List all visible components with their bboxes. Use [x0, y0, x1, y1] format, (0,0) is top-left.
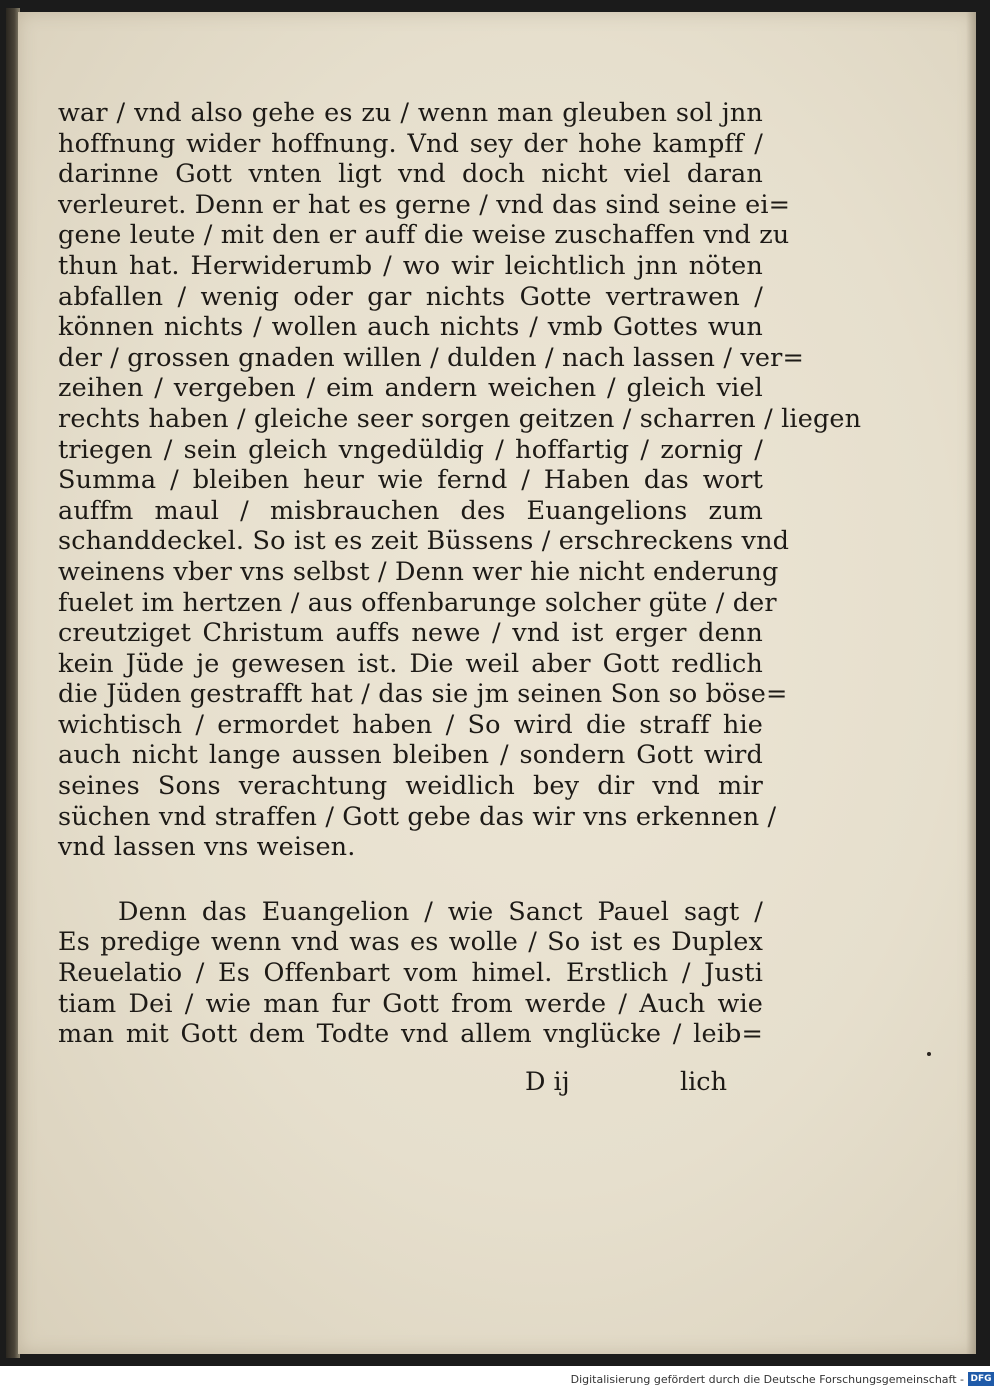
text-line: der / grossen gnaden willen / dulden / nach lassen / ver= — [58, 342, 804, 373]
page-foot — [58, 1067, 763, 1101]
text-line: Es predige wenn vnd was es wolle / So ist es Duplex — [58, 927, 763, 958]
text-line: weinens vber vns selbst / Denn wer hie nicht enderung — [58, 556, 779, 587]
paragraph-1 — [58, 98, 862, 863]
text-line: triegen / sein gleich vngedüldig / hoffartig / zornig / — [58, 434, 763, 465]
text-line: thun hat. Herwiderumb / wo wir leichtlich jnn nöten — [58, 250, 763, 281]
text-line: man mit Gott dem Todte vnd allem vnglücke / leib= — [58, 1019, 763, 1050]
text-line: Reuelatio / Es Offenbart vom himel. Erstlich / Justi — [58, 958, 763, 989]
digitization-footer — [0, 1366, 1000, 1393]
funding-credit: Digitalisierung gefördert durch die Deutsche Forschungsgemeinschaft - — [570, 1373, 964, 1386]
text-line: süchen vnd straffen / Gott gebe das wir vns erkennen / — [58, 801, 777, 832]
text-line: Summa / bleiben heur wie fernd / Haben das wort — [58, 465, 763, 496]
text-line: auch nicht lange aussen bleiben / sondern Gott wird — [58, 740, 763, 771]
text-line: vnd lassen vns weisen. — [58, 832, 356, 863]
text-line: creutziget Christum auffs newe / vnd ist erger denn — [58, 618, 763, 649]
text-line: Denn das Euangelion / wie Sanct Pauel sagt / — [118, 896, 763, 927]
paragraph-gap — [58, 863, 763, 897]
text-line: war / vnd also gehe es zu / wenn man gleuben sol jnn — [58, 98, 763, 128]
signature-mark: D ij — [525, 1067, 570, 1097]
page-text — [58, 98, 862, 1050]
text-line: können nichts / wollen auch nichts / vmb Gottes wun — [58, 312, 763, 343]
text-line: auffm maul / misbrauchen des Euangelions zum — [58, 495, 763, 526]
page-edge — [966, 12, 976, 1354]
text-line: gene leute / mit den er auff die weise zuschaffen vnd zu — [58, 220, 790, 251]
text-line: schanddeckel. So ist es zeit Büssens / erschreckens vnd — [58, 526, 790, 557]
paragraph-2 — [58, 897, 763, 1050]
text-line: seines Sons verachtung weidlich bey dir vnd mir — [58, 771, 763, 802]
dfg-logo: DFG — [968, 1372, 994, 1386]
text-line: verleuret. Denn er hat es gerne / vnd das sind seine ei= — [58, 189, 791, 220]
text-line: wichtisch / ermordet haben / So wird die straff hie — [58, 709, 763, 740]
text-line: abfallen / wenig oder gar nichts Gotte vertrawen / — [58, 281, 763, 312]
text-line: zeihen / vergeben / eim andern weichen / gleich viel — [58, 373, 763, 404]
ink-speck — [927, 1052, 931, 1056]
catchword: lich — [680, 1067, 728, 1097]
text-line: rechts haben / gleiche seer sorgen geitzen / scharren / liegen — [58, 403, 862, 434]
text-line: tiam Dei / wie man fur Gott from werde / Auch wie — [58, 988, 763, 1019]
text-line: darinne Gott vnten ligt vnd doch nicht viel daran — [58, 159, 763, 190]
text-line: kein Jüde je gewesen ist. Die weil aber Gott redlich — [58, 648, 763, 679]
text-line: fuelet im hertzen / aus offenbarunge solcher güte / der — [58, 587, 777, 618]
text-line: hoffnung wider hoffnung. Vnd sey der hohe kampff / — [58, 128, 763, 159]
text-line: die Jüden gestrafft hat / das sie jm seinen Son so böse= — [58, 679, 788, 710]
